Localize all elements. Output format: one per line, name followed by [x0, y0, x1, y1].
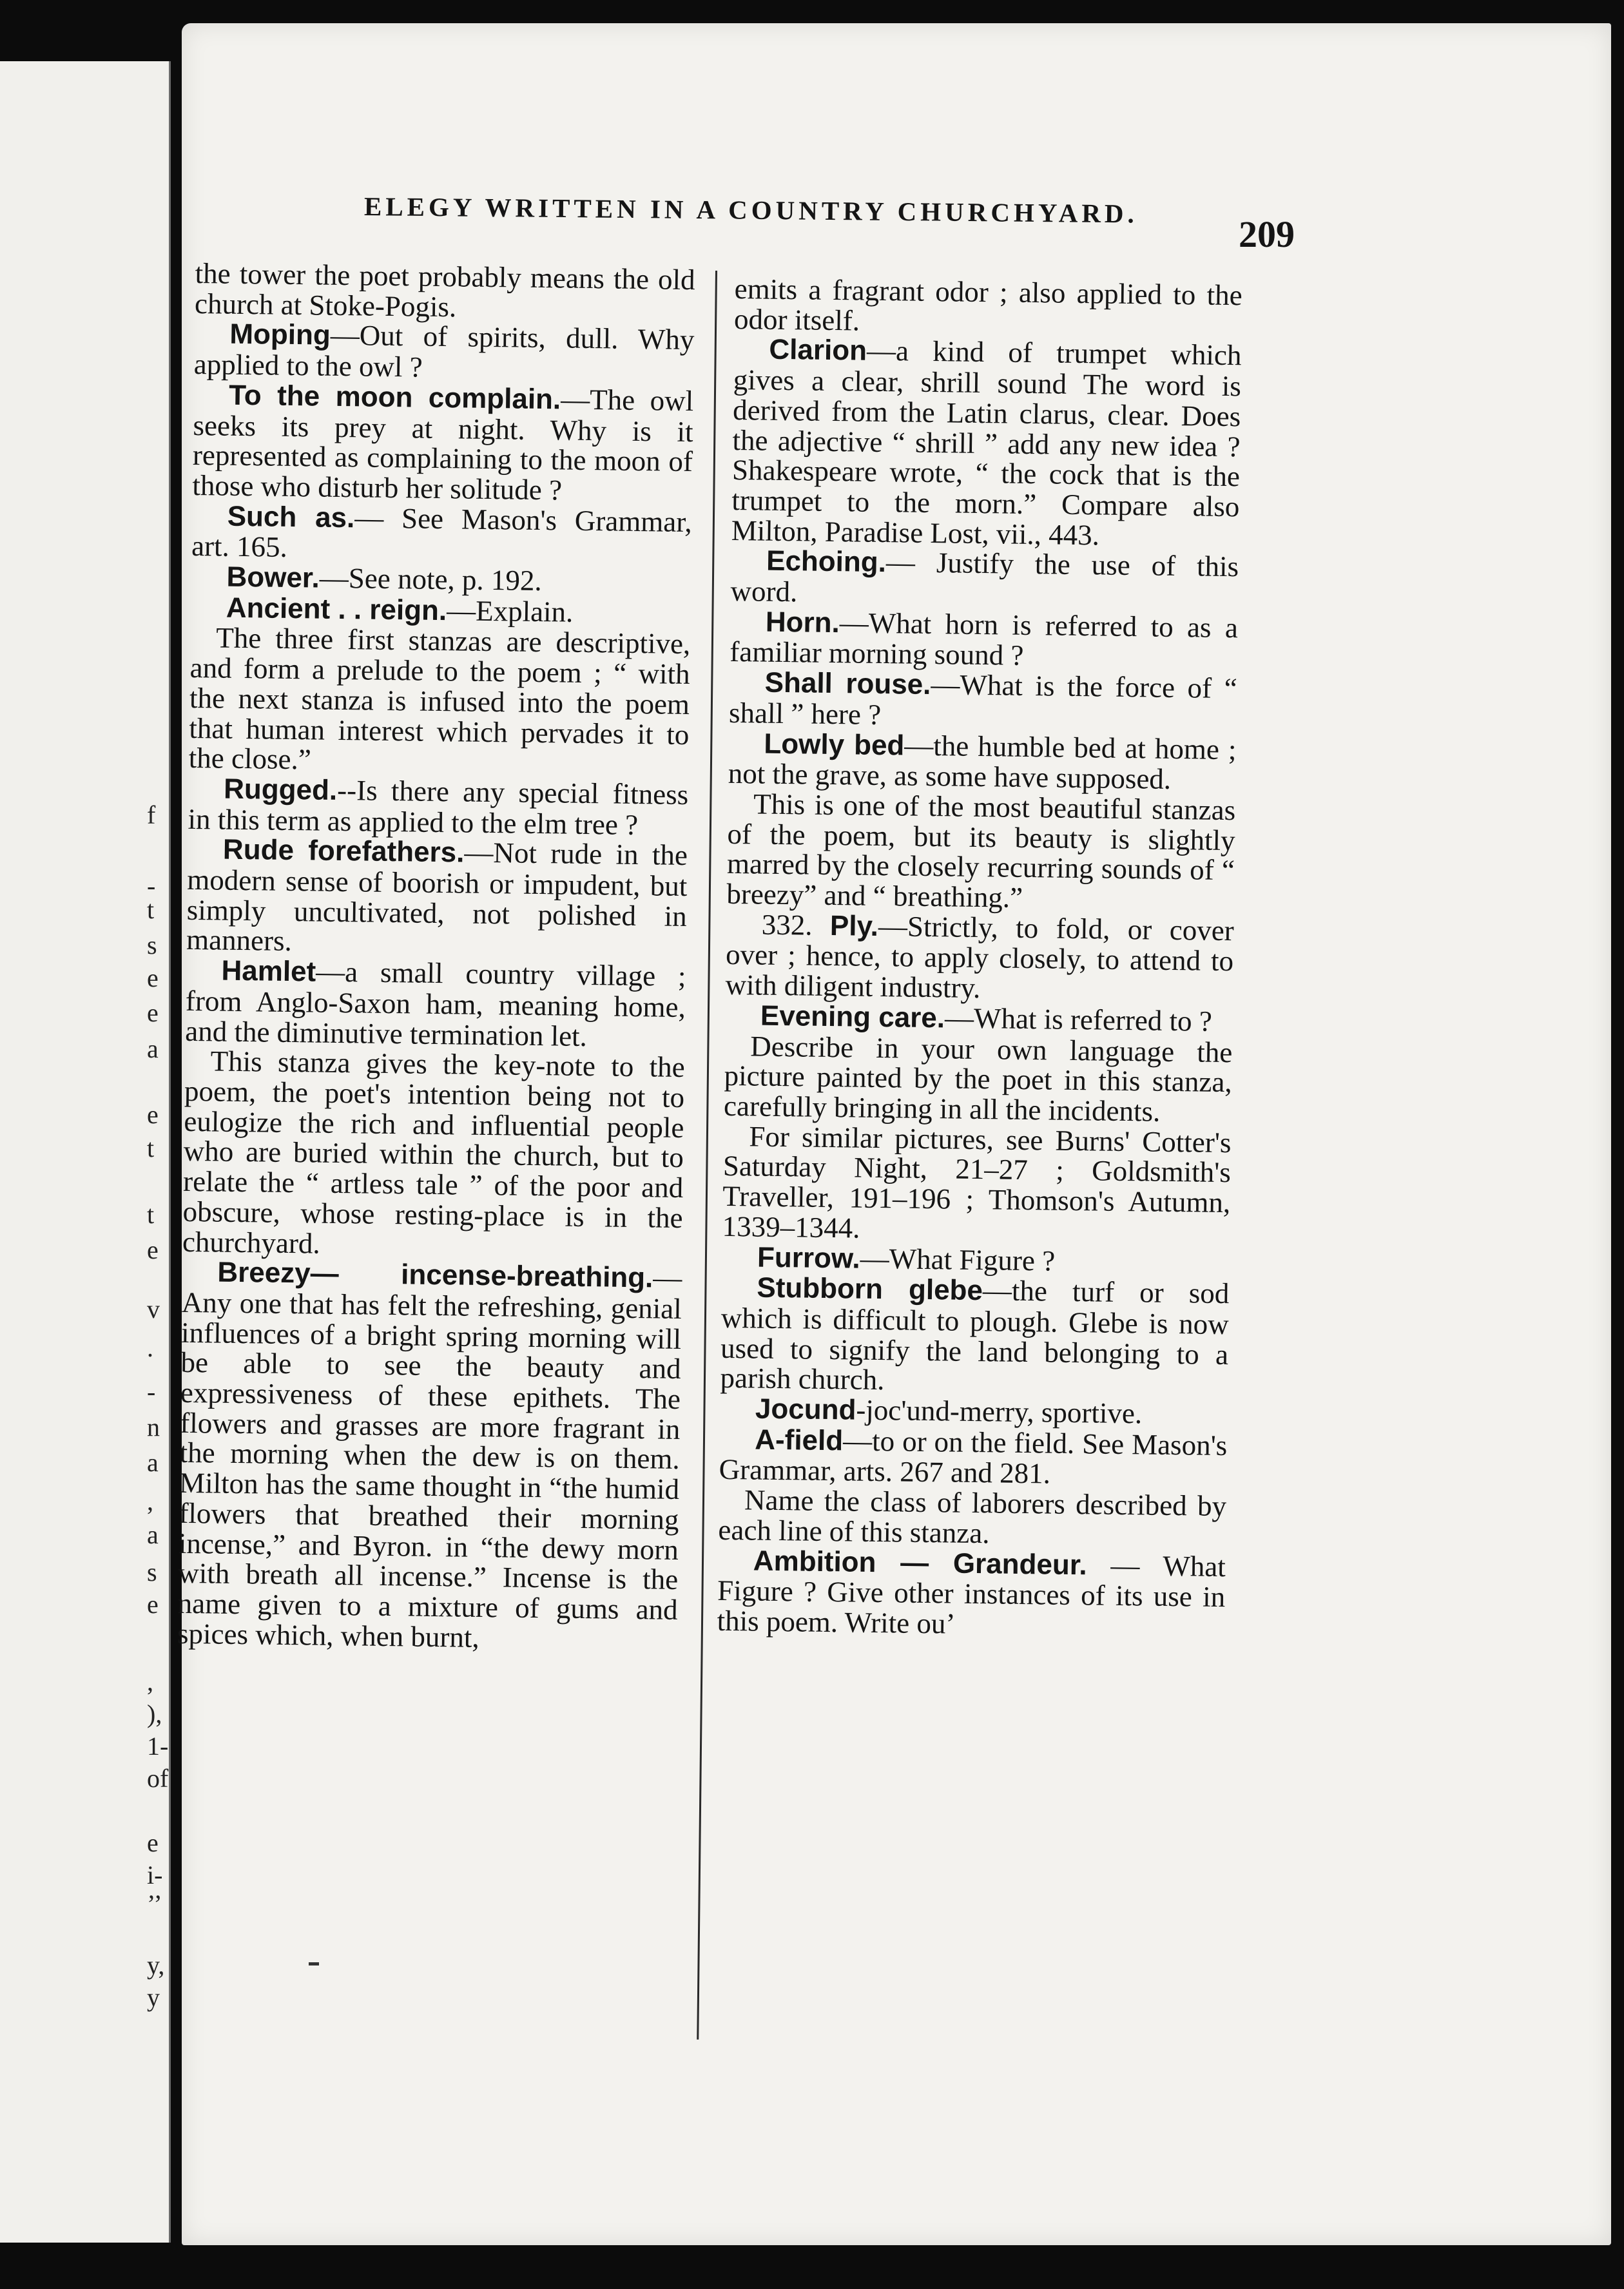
note-text: — What Figure ? Give other instances of its use in this poem. Write ou’ — [717, 1548, 1226, 1640]
margin-char: - — [147, 1377, 156, 1406]
note-term: Breezy— incense-breathing. — [217, 1256, 653, 1294]
note-entry — [719, 1424, 1227, 1492]
running-head: ELEGY WRITTEN IN A COUNTRY CHURCHYARD. — [363, 191, 1139, 229]
note-text: emits a fragrant odor ; also applied to the odor itself. — [733, 273, 1242, 337]
note-entry — [191, 501, 692, 568]
note-paragraph: Name the class of laborers described by each line of this stanza. — [718, 1483, 1227, 1550]
note-entry — [720, 1272, 1229, 1400]
note-text: — Any one that has felt the refreshing, genial influences of a bright spring morning will be able to see the beauty and expressiveness of these epithets. The flowers and grasses are more fragrant in the morning when the dew is on them. Milton has the same thought in “the humid flowers that breathed their morning incense,” and Byron. in “the dewy morn with breath all incense.” Incense is the name given to a mixture of gums and spices which, when burnt, — [177, 1261, 682, 1654]
note-term: Hamlet — [221, 954, 316, 988]
note-entry — [717, 1545, 1226, 1642]
note-entry — [728, 728, 1237, 795]
note-text: —Strictly, to fold, or cover over ; hence, to apply closely, to attend to with diligent industry. — [725, 909, 1235, 1005]
margin-char: f — [147, 800, 156, 829]
left-column — [177, 258, 695, 1655]
note-term: Lowly bed — [764, 728, 905, 762]
margin-char: e — [147, 1100, 159, 1129]
note-term: Jocund — [755, 1393, 856, 1426]
margin-dash — [309, 1962, 319, 1965]
margin-char: y, — [147, 1951, 165, 1980]
note-term: Clarion — [769, 334, 867, 367]
margin-char: , — [147, 1487, 153, 1516]
margin-char: ’’ — [147, 1889, 162, 1918]
margin-char: t — [147, 1134, 155, 1163]
note-entry — [192, 380, 693, 507]
margin-char: ), — [147, 1699, 162, 1728]
note-term: Ancient . . reign. — [226, 592, 447, 626]
note-text: —Out of spirits, dull. Why applied to the owl ? — [193, 319, 695, 383]
margin-char: i- — [147, 1860, 163, 1889]
note-text: —to or on the field. See Mason's Grammar, arts. 267 and 281. — [719, 1424, 1228, 1490]
note-term: Echoing. — [766, 545, 887, 579]
page-number: 209 — [1239, 213, 1295, 255]
note-text: --Is there any special fitness in this term as applied to the elm tree ? — [188, 773, 689, 841]
note-entry — [195, 258, 695, 325]
note-text: -joc'und-merry, sportive. — [856, 1393, 1143, 1430]
margin-char: of — [147, 1764, 169, 1793]
note-term: Ambition — Grandeur. — [753, 1545, 1088, 1581]
note-entry — [188, 773, 688, 841]
margin-char: 1- — [147, 1732, 169, 1761]
note-paragraph: For similar pictures, see Burns' Cotter's Saturday Night, 21–27 ; Goldsmith's Traveller, 191–196 ; Thomson's Autumn, 1339–1344. — [722, 1120, 1232, 1244]
note-term: Bower. — [226, 561, 320, 594]
note-entry — [731, 334, 1241, 552]
margin-char: a — [147, 1520, 159, 1549]
note-line-number: 332. — [761, 908, 813, 942]
note-term: Stubborn glebe — [757, 1271, 983, 1307]
margin-char: v — [147, 1295, 160, 1324]
margin-char: - — [147, 871, 156, 900]
margin-char: t — [147, 895, 155, 924]
note-text: —a small country village ; from Anglo-Saxon ham, meaning home, and the diminutive termination let. — [184, 955, 686, 1052]
note-text: —What is referred to ? — [944, 1001, 1213, 1038]
note-text: —What Figure ? — [860, 1242, 1056, 1277]
note-term: Rude forefathers. — [222, 834, 465, 869]
note-text: —What horn is referred to as a familiar morning sound ? — [729, 606, 1239, 672]
margin-char: y — [147, 1983, 160, 2012]
margin-char: e — [147, 998, 159, 1027]
note-entry — [186, 834, 688, 961]
note-term: Shall rouse. — [764, 666, 931, 701]
note-text: —the humble bed at home ; not the grave, as some have supposed. — [728, 729, 1237, 796]
note-paragraph: This is one of the most beautiful stanzas of the poem, but its beauty is slightly marred by the closely recurring sounds of “ breezy” and “ breathing.” — [726, 787, 1236, 914]
margin-char: t — [147, 1200, 155, 1229]
note-text: —Not rude in the modern sense of boorish or impudent, but simply uncultivated, not polished in manners. — [186, 836, 688, 958]
note-entry — [730, 606, 1238, 674]
note-text: — See Mason's Grammar, art. 165. — [191, 501, 693, 564]
note-entry — [734, 274, 1242, 341]
note-paragraph: This stanza gives the key-note to the poem, the poet's intention being not to eulogize the rich and influential people who are buried within the church, but to relate the “ artless tale ” of the poor and obscure, whose resting-place is in the churchyard. — [182, 1045, 685, 1260]
note-entry — [194, 318, 695, 386]
note-text: —a kind of trumpet which gives a clear, shrill sound The word is derived from the Latin clarus, clear. Does the adjective “ shrill ” add any new idea ? Shakespeare wrote, “ the cock that is the trumpet to the morn.” Compare also Milton, Paradise Lost, vii., 443. — [731, 334, 1242, 552]
note-text: —See note, p. 192. — [319, 561, 543, 597]
note-term: Rugged. — [223, 773, 338, 806]
note-term: To the moon complain. — [228, 379, 561, 416]
margin-char: e — [147, 1828, 159, 1857]
note-term: Horn. — [765, 606, 840, 639]
margin-char: . — [147, 1333, 153, 1362]
note-term: Evening care. — [760, 1000, 945, 1034]
note-entry — [185, 955, 686, 1052]
note-entry — [177, 1257, 682, 1655]
note-term: Furrow. — [757, 1241, 861, 1275]
margin-char: s — [147, 931, 157, 960]
note-entry — [730, 545, 1239, 613]
note-text: the tower the poet probably means the old church at Stoke-Pogis. — [194, 257, 695, 324]
left-page-edge — [0, 61, 171, 2243]
note-text: —What is the force of “ shall ” here ? — [728, 668, 1237, 731]
margin-char: e — [147, 963, 159, 992]
note-text: —the turf or sod which is difficult to plough. Glebe is now used to signify the land belonging to a parish church. — [720, 1274, 1230, 1396]
margin-char: a — [147, 1034, 159, 1063]
margin-char: , — [147, 1667, 153, 1696]
margin-char: s — [147, 1558, 157, 1587]
note-paragraph: Describe in your own language the picture painted by the poet in this stanza, carefully bringing in all the incidents. — [723, 1030, 1233, 1128]
margin-char: e — [147, 1235, 159, 1264]
note-entry — [725, 909, 1234, 1007]
margin-char: a — [147, 1448, 159, 1477]
note-term: Ply. — [829, 909, 879, 942]
note-text: —Explain. — [446, 594, 574, 628]
right-column — [717, 274, 1242, 1643]
note-entry — [729, 667, 1237, 735]
margin-char: n — [147, 1413, 160, 1442]
note-text: —The owl seeks its prey at night. Why is it represented as complaining to the moon of those who disturb her solitude ? — [192, 383, 694, 507]
note-term: Moping — [229, 318, 331, 352]
note-paragraph: The three first stanzas are descriptive, and form a prelude to the poem ; “ with the next stanza is infused into the poem that human interest which pervades it to the close.” — [188, 621, 691, 776]
note-text: — Justify the use of this word. — [730, 546, 1239, 608]
note-term: Such as. — [227, 500, 355, 534]
margin-char: e — [147, 1590, 159, 1619]
note-term: A-field — [755, 1424, 844, 1457]
